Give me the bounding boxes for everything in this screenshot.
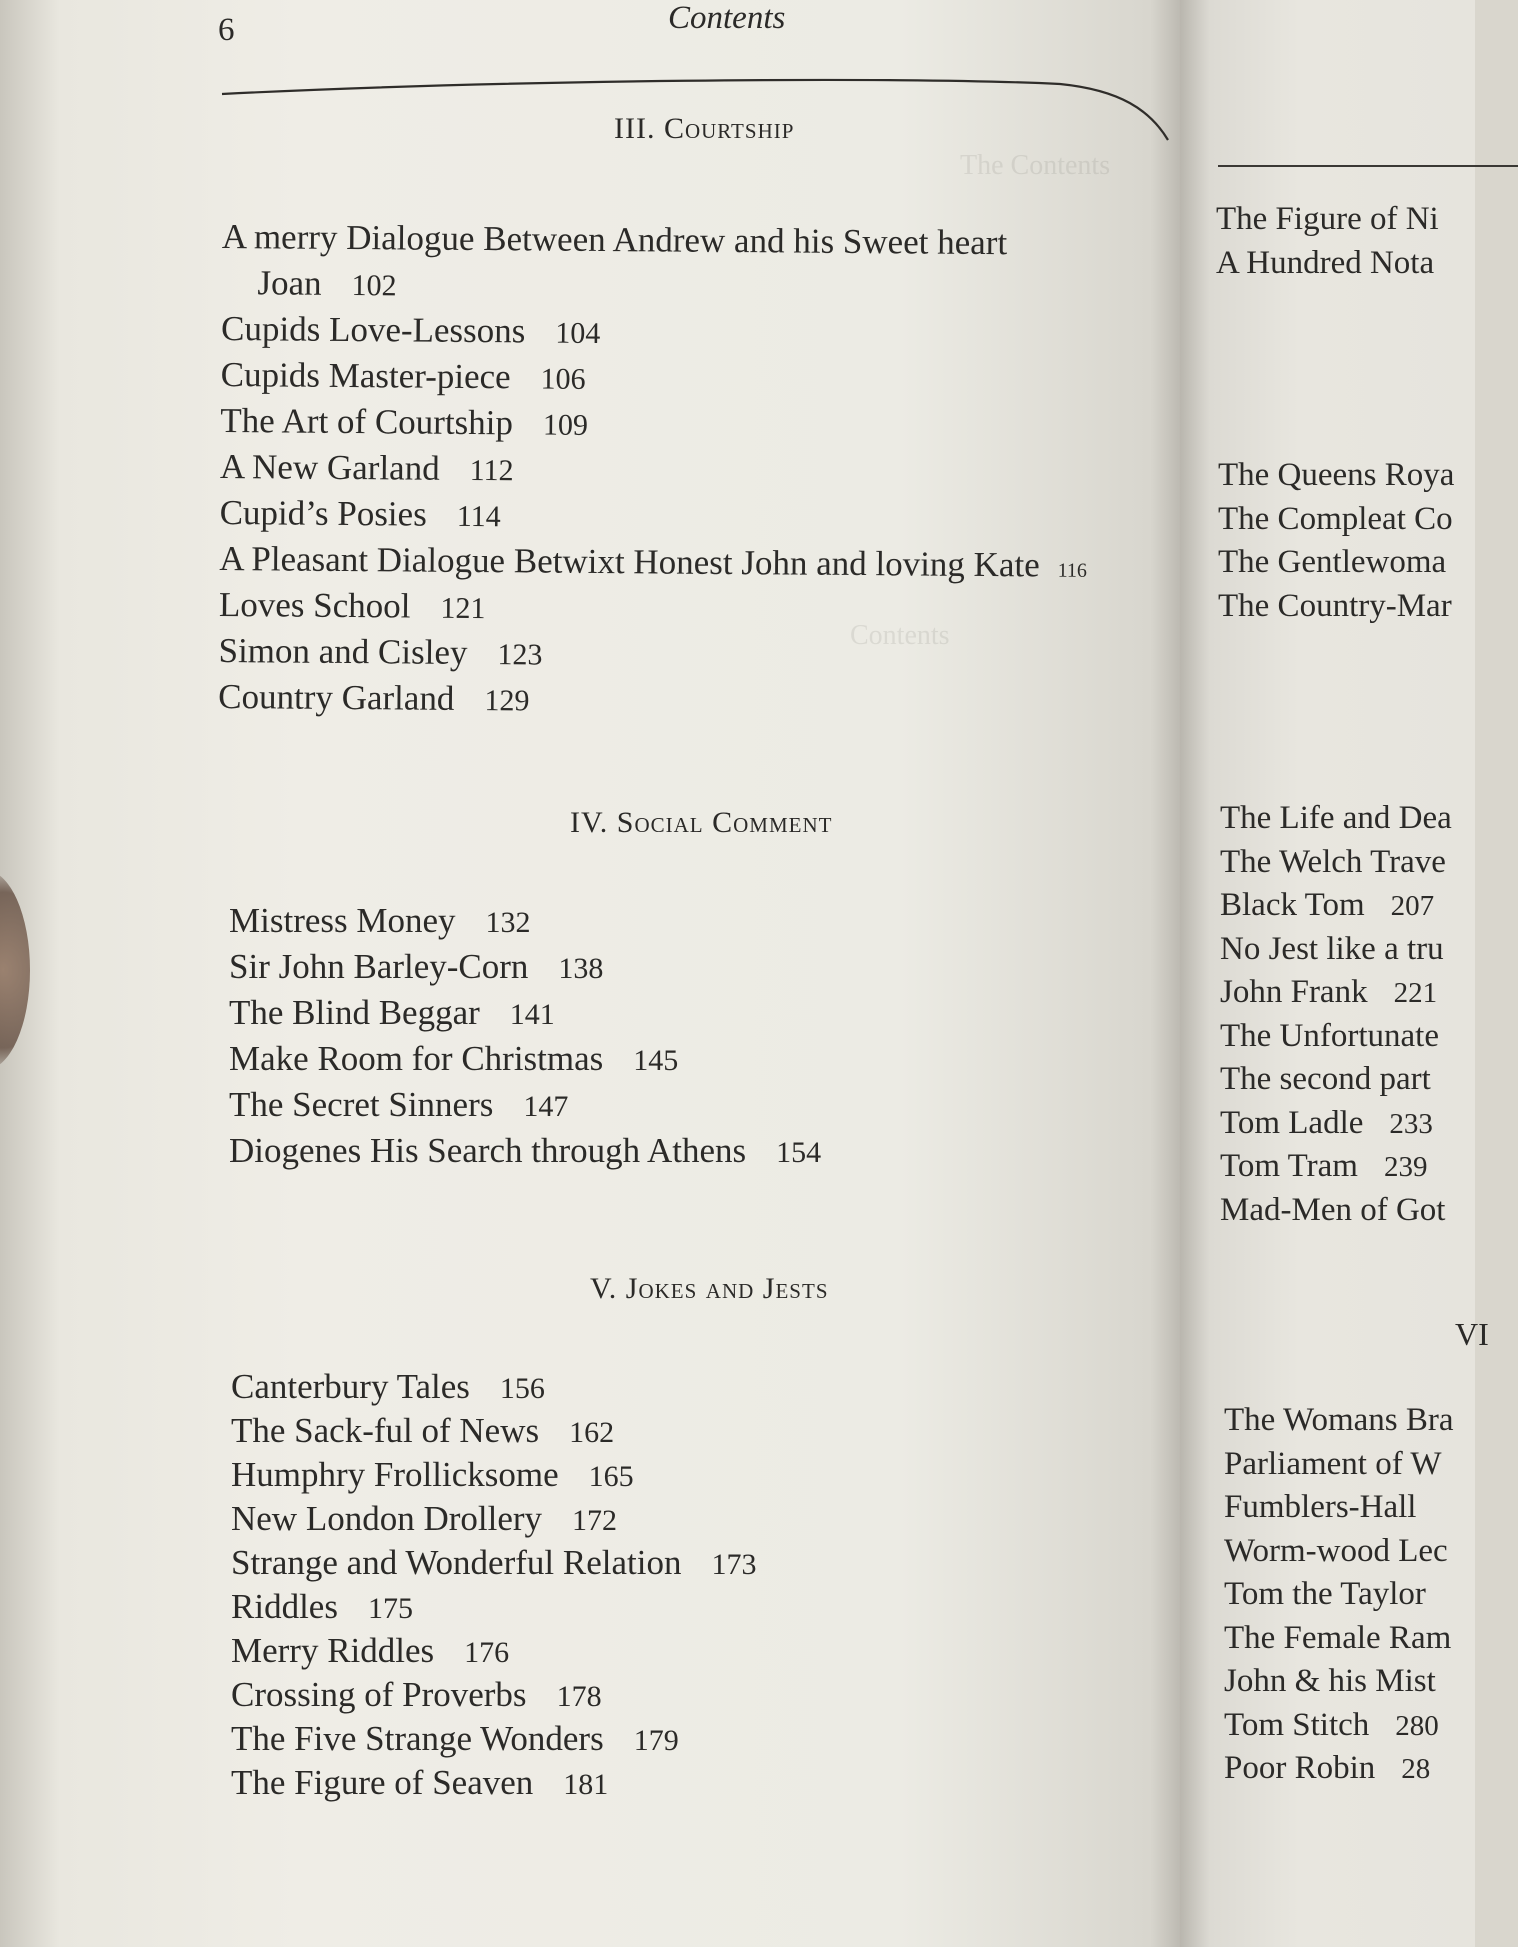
list-item: The Compleat Co: [1218, 500, 1453, 537]
entry-page: 116: [1057, 559, 1088, 582]
page-number: 6: [218, 12, 235, 48]
entry-page: 165: [588, 1460, 634, 1493]
entry-title: Black Tom: [1220, 887, 1365, 923]
entry-page: 102: [351, 269, 397, 303]
section-title-social-comment: IV. Social Comment: [570, 806, 833, 839]
entry-title: Loves School: [218, 584, 411, 626]
entry-title: Humphry Frollicksome: [231, 1455, 559, 1494]
entry-page: 132: [485, 906, 531, 939]
list-item: The Queens Roya: [1218, 457, 1455, 493]
entry-title: Mistress Money: [229, 901, 456, 940]
entry-title: Country Garland: [218, 676, 455, 718]
list-item: [1220, 1102, 1452, 1146]
entry-title: Cupid’s Posies: [219, 492, 427, 534]
list-item: [1224, 1573, 1454, 1617]
entry-title: John & his Mist: [1224, 1663, 1436, 1699]
list-item: [219, 582, 1087, 635]
entry-page: 172: [572, 1504, 618, 1537]
running-head: Contents: [668, 0, 786, 36]
list-item: [231, 1628, 756, 1672]
social-comment-list: [229, 898, 821, 1174]
entry-title: Cupids Master-piece: [220, 354, 511, 397]
facing-group-2: [1218, 454, 1454, 628]
entry-title: Worm-wood Lec: [1224, 1532, 1448, 1569]
entry-page: 104: [555, 316, 601, 350]
entry-title-continued: Joan: [257, 263, 322, 303]
entry-page: 28: [1401, 1753, 1431, 1785]
entry-title: Make Room for Christmas: [229, 1039, 604, 1078]
entry-page: 147: [523, 1090, 569, 1123]
entry-page: 109: [542, 408, 589, 442]
list-item: [1220, 1145, 1452, 1189]
list-item: [231, 1672, 756, 1716]
list-item: [218, 628, 1086, 681]
list-item: [1220, 1015, 1452, 1059]
entry-title: The Five Strange Wonders: [231, 1719, 604, 1758]
entry-page: 156: [499, 1372, 545, 1405]
entry-title: Diogenes His Search through Athens: [229, 1131, 747, 1170]
entry-title: John Frank: [1220, 974, 1368, 1010]
entry-title: The Secret Sinners: [229, 1085, 494, 1124]
facing-group-3: [1220, 797, 1452, 1232]
entry-title: The Unfortunate: [1220, 1017, 1439, 1054]
entry-title: The second part: [1220, 1061, 1431, 1097]
entry-title: Mad-Men of Got: [1220, 1191, 1446, 1228]
facing-group-1: [1216, 198, 1439, 285]
list-item: [1220, 1058, 1452, 1102]
list-item: [1224, 1660, 1454, 1704]
entry-title: The Life and Dea: [1220, 800, 1452, 836]
entry-page: 181: [563, 1768, 609, 1801]
list-item: [1224, 1443, 1454, 1487]
entry-title: The Female Ram: [1224, 1619, 1452, 1656]
entry-title: Crossing of Proverbs: [231, 1675, 527, 1714]
entry-page: 141: [509, 998, 555, 1031]
list-item: [231, 1452, 756, 1496]
list-item: [1224, 1617, 1454, 1661]
facing-group-4: [1224, 1399, 1454, 1791]
list-item: [1220, 884, 1452, 928]
entry-title: Poor Robin: [1224, 1750, 1376, 1786]
list-item: [1220, 797, 1452, 841]
entry-title: The Figure of Seaven: [231, 1763, 534, 1802]
list-item: [1220, 1189, 1452, 1233]
entry-page: 123: [497, 638, 543, 672]
list-item: [229, 990, 821, 1036]
entry-page: 280: [1395, 1709, 1439, 1742]
entry-title: Tom Tram: [1220, 1148, 1358, 1184]
entry-title: A Pleasant Dialogue Betwixt Honest John and loving Kate: [219, 538, 1040, 585]
entry-page: 239: [1383, 1151, 1428, 1183]
list-item: [221, 214, 1089, 313]
entry-title: The Sack-ful of News: [231, 1411, 540, 1450]
list-item: [1220, 971, 1452, 1015]
list-item: [229, 1128, 821, 1174]
entry-page: 173: [711, 1548, 757, 1581]
list-item: [1224, 1747, 1454, 1791]
list-item: The Country-Mar: [1218, 587, 1452, 624]
list-item: [220, 444, 1088, 497]
entry-title: No Jest like a tru: [1220, 930, 1444, 967]
list-item: [229, 898, 821, 944]
entry-page: 176: [464, 1636, 510, 1669]
entry-page: 178: [556, 1680, 602, 1713]
entry-page: 233: [1389, 1107, 1433, 1140]
list-item: [231, 1540, 756, 1584]
list-item: [231, 1408, 756, 1452]
list-item: [231, 1716, 756, 1760]
entry-title: Strange and Wonderful Relation: [231, 1543, 682, 1582]
entry-title: Merry Riddles: [231, 1631, 435, 1670]
entry-page: 138: [558, 952, 604, 985]
list-item: [229, 944, 821, 990]
entry-title: Canterbury Tales: [231, 1367, 470, 1406]
entry-title: Riddles: [231, 1587, 338, 1626]
entry-title: Cupids Love-Lessons: [220, 308, 526, 351]
entry-page: 154: [776, 1136, 822, 1169]
section-title-courtship: III. Courtship: [614, 112, 795, 145]
entry-title: Simon and Cisley: [218, 630, 468, 672]
left-page: 6 Contents The Contents Contents III. Courtship A merry Dialogue Between Andrew and his Sweet heart Joan 102 Cupids Love-Lessons 104 Cupids Master-piece 106 The Art of Courtship 109 A New Garland 112 Cupid’s Posies 114 A Pleasant Dialogue Betwixt Honest John and loving Kate 116 Loves School 121 Simon and Cisley 123 Country Garland 129 IV. Social Comment Mistress Money 132 Sir John Barley-Corn 138 The Blind Beggar 141 Make Room for Christmas 145 The Secret Sinners 147 Diogenes His Search through Athens 154 V. Jokes and Jests Canterbury Tales 156 The Sack-ful of News 162 Humphry Frollicksome 165 New London Drollery 172 Strange and Wonderful Relation 173 Riddles 175 Merry Riddles 176 Crossing of Proverbs 178 The Five Strange Wonders 179 The Figure of Seaven 181: [0, 0, 1180, 1947]
entry-title: A merry Dialogue Between Andrew and his Sweet heart: [221, 216, 1008, 263]
entry-title: A New Garland: [219, 446, 440, 488]
entry-title: Tom the Taylor: [1224, 1576, 1426, 1612]
entry-page: 145: [633, 1044, 679, 1077]
entry-page: 207: [1390, 890, 1435, 922]
entry-title: New London Drollery: [231, 1499, 543, 1538]
list-item: [1224, 1704, 1454, 1748]
list-item: [1224, 1486, 1454, 1530]
entry-title: The Womans Bra: [1224, 1402, 1454, 1438]
entry-page: 221: [1393, 977, 1438, 1009]
list-item: [1220, 841, 1452, 885]
facing-section-title: VI: [1455, 1316, 1489, 1352]
jokes-and-jests-list: [231, 1364, 756, 1804]
entry-page: 121: [440, 591, 486, 626]
list-item: [231, 1364, 756, 1408]
entry-title: The Blind Beggar: [229, 993, 480, 1032]
list-item: The Gentlewoma: [1218, 544, 1447, 580]
thumb-shadow: [0, 870, 30, 1070]
facing-page: [1180, 0, 1489, 1947]
list-item: [1224, 1399, 1454, 1443]
entry-title: The Welch Trave: [1220, 843, 1446, 880]
list-item: [220, 398, 1088, 451]
list-item: [231, 1760, 756, 1804]
list-item: A Hundred Nota: [1216, 244, 1435, 281]
entry-title: Fumblers-Hall: [1224, 1489, 1417, 1525]
list-item: [219, 536, 1087, 589]
list-item: [221, 306, 1089, 359]
entry-page: 112: [469, 453, 514, 488]
list-item: [1220, 928, 1452, 972]
list-item: [229, 1082, 821, 1128]
courtship-list: [218, 214, 1090, 727]
facing-page-rule: [1218, 165, 1518, 167]
list-item: The Figure of Ni: [1216, 201, 1439, 237]
entry-title: Tom Stitch: [1224, 1706, 1370, 1743]
entry-title: The Art of Courtship: [220, 400, 514, 443]
entry-page: 162: [569, 1416, 615, 1449]
section-title-jokes-and-jests: V. Jokes and Jests: [590, 1272, 829, 1305]
list-item: [218, 674, 1086, 727]
list-item: [1224, 1530, 1454, 1574]
list-item: [219, 490, 1087, 543]
list-item: [231, 1584, 756, 1628]
entry-page: 114: [456, 499, 501, 534]
entry-title: Tom Ladle: [1220, 1104, 1364, 1141]
list-item: [231, 1496, 756, 1540]
entry-title: Sir John Barley-Corn: [229, 947, 529, 986]
entry-page: 106: [540, 362, 586, 396]
entry-title: Parliament of W: [1224, 1445, 1442, 1482]
entry-page: 129: [484, 684, 530, 718]
list-item: [221, 352, 1089, 405]
entry-page: 175: [367, 1592, 413, 1625]
entry-page: 179: [633, 1724, 679, 1757]
list-item: [229, 1036, 821, 1082]
